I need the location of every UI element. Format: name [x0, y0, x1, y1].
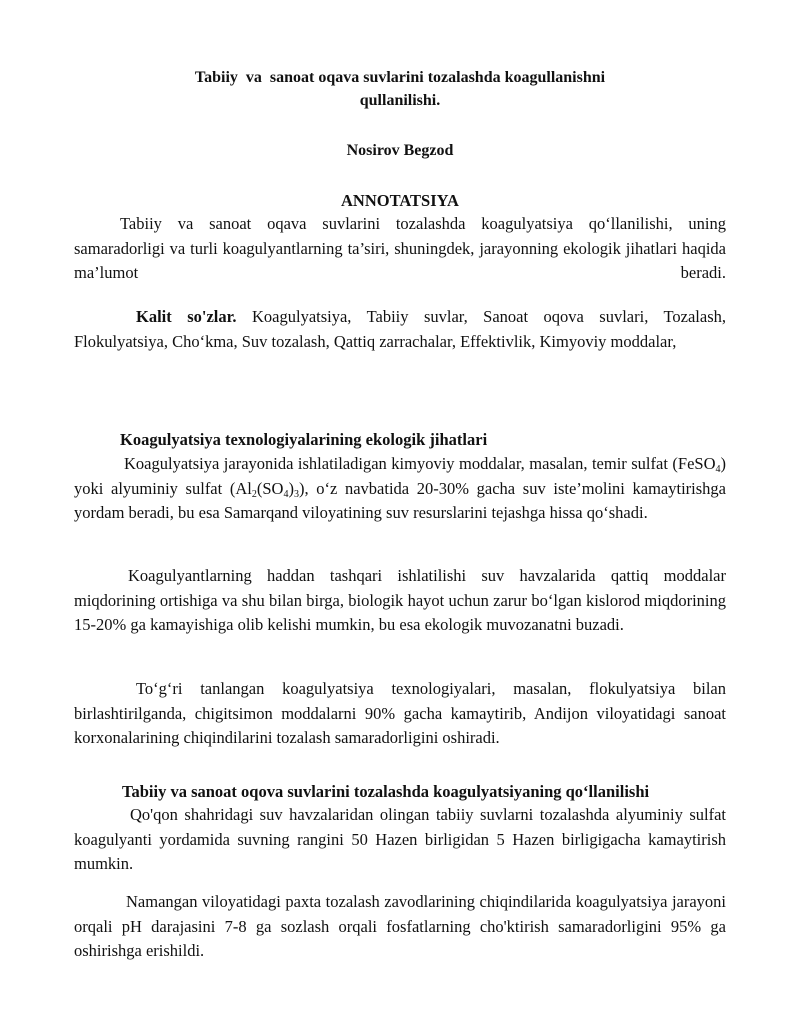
- p1-sub-a: 4: [715, 464, 721, 475]
- section2-paragraph-2: Namangan viloyatidagi paxta tozalash zavodlarining chiqindilarida koagulyatsiya jarayoni orqali pH darajasini 7-8 ga sozlash orqali fosfatlarning cho'ktirish samaradorligini 95% ga oshirishga erishildi.: [74, 892, 726, 960]
- section1-paragraph-1: [74, 452, 726, 526]
- author-name: Nosirov Begzod: [346, 142, 454, 159]
- section1-paragraph-3: To‘g‘ri tanlangan koagulyatsiya texnologiyalari, masalan, flokulyatsiya bilan birlashtirilganda, chigitsimon moddalarni 90% gacha kamaytirib, Andijon viloyatidagi sanoat korxonalarining chiqindilarini tozalash samaradorligini oshiradi.: [74, 679, 726, 747]
- section2-paragraph-1: Qo'qon shahridagi suv havzalaridan olingan tabiiy suvlarni tozalashda alyuminiy sulfat koagulyanti yordamida suvning rangini 50 Hazen birligidan 5 Hazen birligigacha kamaytirish mumkin.: [74, 805, 726, 873]
- title-line-2: qullanilishi.: [359, 92, 441, 109]
- section-heading-ecology: Koagulyatsiya texnologiyalarining ekologik jihatlari: [120, 430, 488, 449]
- section1-paragraph-2: Koagulyantlarning haddan tashqari ishlatilishi suv havzalarida qattiq moddalar miqdorining ortishiga va shu bilan birga, biologik hayot uchun zarur bo‘lgan kislorod miqdorining 15-20% ga kamayishiga olib kelishi mumkin, bu esa ekologik muvozanatni buzadi.: [74, 566, 726, 634]
- p1-sub-c: 4: [283, 488, 289, 500]
- annotation-paragraph: Tabiiy va sanoat oqava suvlarini tozalashda koagulyatsiya qo‘llanilishi, uning samaradorligi va turli koagulyantlarning ta’siri, shuningdek, jarayonning ekologik jihatlari haqida ma’lumot beradi.: [74, 214, 726, 282]
- annotation-heading: ANNOTATSIYA: [341, 191, 459, 210]
- p1-sub-d: 3: [293, 488, 299, 500]
- keywords-label: Kalit so'zlar.: [136, 307, 237, 326]
- keywords-text: Koagulyatsiya, Tabiiy suvlar, Sanoat oqova suvlari, Tozalash, Flokulyatsiya, Cho‘kma, Suv tozalash, Qattiq zarrachalar, Effektivlik, Kimyoviy moddalar,: [74, 307, 726, 351]
- p1-text-a: Koagulyatsiya jarayonida ishlatiladigan kimyoviy moddalar, masalan, temir sulfat (FeSO: [124, 454, 716, 473]
- p1-text-c: (SO: [256, 478, 284, 498]
- section-heading-application: Tabiiy va sanoat oqova suvlarini tozalashda koagulyatsiyaning qo‘llanilishi: [122, 782, 650, 801]
- title-line-1: Tabiiy va sanoat oqava suvlarini tozalashda koagullanishni: [194, 69, 606, 86]
- p1-sub-b: 2: [251, 488, 257, 500]
- keywords-paragraph: [74, 305, 726, 354]
- document-title: [74, 66, 726, 112]
- p1-text-b: ) yoki alyuminiy sulfat (Al: [74, 454, 726, 498]
- p1-text-e: ), o‘z navbatida 20-30% gacha suv iste’molini kamaytirishga yordam beradi, bu esa Samarqand viloyatining suv resurslarini tejashga hissa qo‘shadi.: [74, 478, 726, 522]
- p1-text-d: ): [288, 478, 294, 498]
